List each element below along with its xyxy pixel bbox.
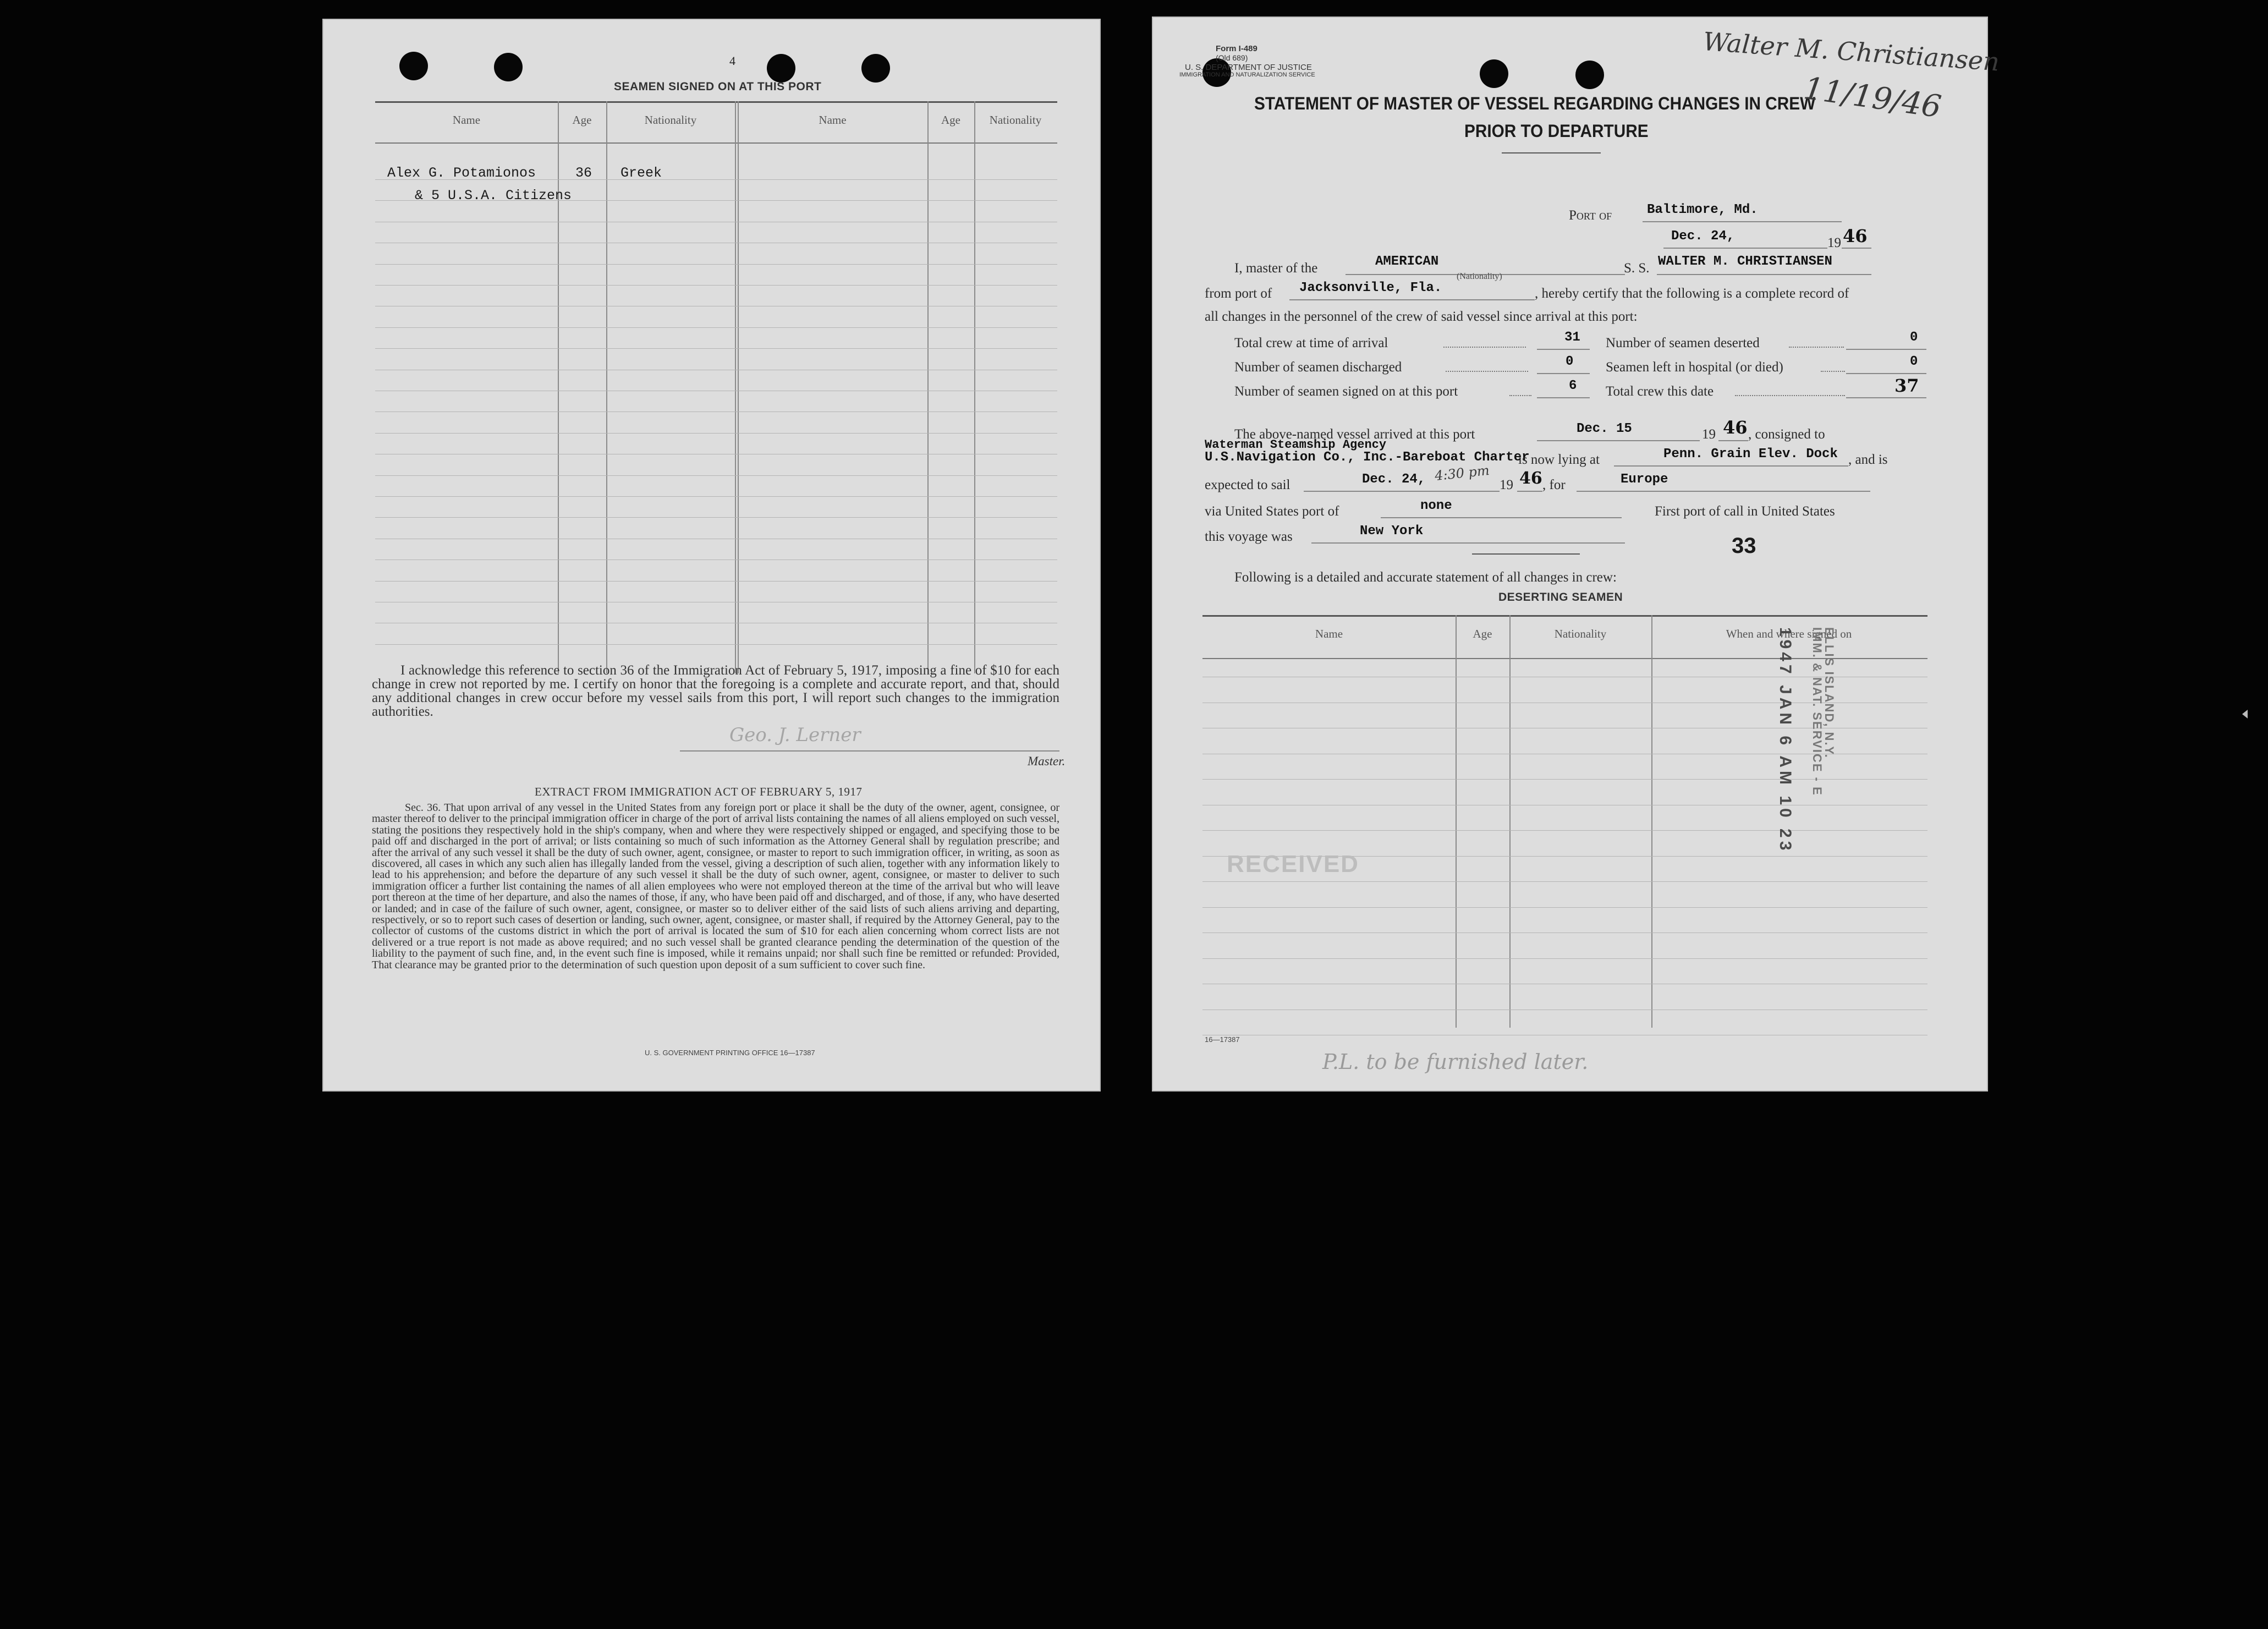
- total-crew-arrival-label: Total crew at time of arrival: [1234, 336, 1388, 350]
- first-port-label: First port of call in United States: [1655, 504, 1835, 519]
- punch-hole: [861, 54, 890, 83]
- this-voyage-label: this voyage was: [1205, 529, 1293, 544]
- table-rule: [375, 475, 1057, 476]
- lying-at-label: is now lying at: [1518, 452, 1600, 467]
- signed-on-label: Number of seamen signed on at this port: [1234, 384, 1458, 399]
- col-nationality-2: Nationality: [989, 113, 1042, 127]
- total-crew-today: 37: [1894, 375, 1919, 396]
- scan-artifact: [2242, 710, 2248, 718]
- department: U. S. DEPARTMENT OF JUSTICE: [1185, 63, 1312, 72]
- table-rule: [375, 433, 1057, 434]
- form-old: (Old 689): [1216, 53, 1248, 62]
- seaman-name: & 5 U.S.A. Citizens: [415, 188, 572, 204]
- table-rule: [375, 496, 1057, 497]
- table-rule: [1202, 907, 1927, 908]
- charter-value: U.S.Navigation Co., Inc.-Bareboat Charter: [1205, 450, 1530, 465]
- col-name: Name: [1315, 627, 1343, 640]
- via-port-value: none: [1420, 498, 1452, 513]
- first-port-value: New York: [1360, 524, 1424, 539]
- extract-title: EXTRACT FROM IMMIGRATION ACT OF FEBRUARY 5, 1917: [535, 785, 863, 798]
- arrived-year: 46: [1723, 417, 1748, 438]
- vessel-name: WALTER M. CHRISTIANSEN: [1658, 254, 1832, 269]
- seaman-name: Alex G. Potamionos: [387, 165, 536, 181]
- port-value: Baltimore, Md.: [1647, 202, 1758, 217]
- via-label: via United States port of: [1205, 504, 1339, 519]
- expected-sail-label: expected to sail: [1205, 478, 1290, 492]
- hospital-label: Seamen left in hospital (or died): [1606, 360, 1783, 375]
- port-label: Port of: [1569, 208, 1612, 223]
- sail-year: 46: [1519, 469, 1542, 488]
- following-text: Following is a detailed and accurate statement of all changes in crew:: [1234, 570, 1617, 585]
- arrived-text: The above-named vessel arrived at this port: [1234, 427, 1475, 442]
- certify-text: , hereby certify that the following is a complete record of: [1535, 286, 1849, 301]
- hospital-value: 0: [1910, 354, 1918, 369]
- col-age: Age: [1473, 627, 1492, 640]
- agency-value: Waterman Steamship Agency: [1205, 438, 1387, 452]
- discharged-label: Number of seamen discharged: [1234, 360, 1402, 375]
- dock-value: Penn. Grain Elev. Dock: [1663, 447, 1838, 462]
- date-stamp-line3: ELLIS ISLAND, N.Y.: [1822, 627, 1836, 759]
- table-rule: [375, 327, 1057, 328]
- col-name: Name: [452, 113, 481, 127]
- form-subtitle: PRIOR TO DEPARTURE: [1464, 121, 1649, 141]
- page-number: 4: [729, 54, 735, 68]
- handwritten-date: 11/19/46: [1801, 70, 1944, 125]
- form-number: 16—17387: [1205, 1035, 1240, 1044]
- service: IMMIGRATION AND NATURALIZATION SERVICE: [1179, 72, 1315, 78]
- table-rule: [375, 644, 1057, 645]
- date-value: Dec. 24,: [1671, 229, 1735, 244]
- punch-hole: [399, 52, 428, 80]
- from-port-value: Jacksonville, Fla.: [1299, 281, 1442, 295]
- ss-label: S. S.: [1624, 261, 1650, 276]
- punch-hole: [1575, 61, 1604, 89]
- deserting-title: DESERTING SEAMEN: [1498, 591, 1623, 604]
- total-crew-today-label: Total crew this date: [1606, 384, 1714, 399]
- table-rule: [1202, 830, 1927, 831]
- right-page: [1152, 17, 2001, 1092]
- total-crew-arrival: 31: [1564, 330, 1580, 345]
- col-nationality: Nationality: [644, 113, 697, 127]
- table-rule: [375, 264, 1057, 265]
- date-stamp-line2: IMM. & NAT. SERVICE - E: [1810, 627, 1824, 796]
- seaman-age: 36: [575, 165, 592, 181]
- all-changes-text: all changes in the personnel of the crew of said vessel since arrival at this port:: [1205, 309, 1638, 324]
- punch-hole: [767, 54, 795, 83]
- table-rule: [1202, 881, 1927, 882]
- table-rule: [375, 285, 1057, 286]
- sail-date: Dec. 24,: [1362, 472, 1426, 487]
- nationality-caption: (Nationality): [1457, 272, 1502, 281]
- arrived-date: Dec. 15: [1577, 421, 1632, 436]
- year-value: 46: [1843, 226, 1868, 246]
- table-rule: [375, 348, 1057, 349]
- section-title: SEAMEN SIGNED ON AT THIS PORT: [614, 80, 822, 93]
- form-id: Form I-489: [1216, 44, 1257, 53]
- sail-time: 4:30 pm: [1434, 462, 1490, 484]
- col-nationality: Nationality: [1554, 627, 1607, 640]
- master-of-label: I, master of the: [1234, 261, 1318, 276]
- col-name-2: Name: [819, 113, 847, 127]
- date-stamp-line1: 1947 JAN 6 AM 10 23: [1776, 627, 1794, 854]
- discharged-value: 0: [1566, 354, 1574, 369]
- deserted-label: Number of seamen deserted: [1606, 336, 1760, 350]
- left-page: [322, 19, 1101, 1092]
- year-prefix: 19: [1827, 235, 1841, 250]
- sail-year-prefix: 19: [1500, 478, 1513, 492]
- from-port-label: from port of: [1205, 286, 1272, 301]
- acknowledgment-text: I acknowledge this reference to section 36 of the Immigration Act of February 5, 1917, imposing a fine of $10 for each change in crew not reported by me. I certify on honor that the foregoing is a complete and accurate report, and that, should any additional changes in crew occur before my vessel sails from this port, I will report such changes to the immigration authorities.: [372, 663, 1059, 719]
- destination-value: Europe: [1621, 472, 1668, 487]
- col-age: Age: [572, 113, 592, 127]
- form-title: STATEMENT OF MASTER OF VESSEL REGARDING CHANGES IN CREW: [1254, 94, 1816, 113]
- table-rule: [375, 517, 1057, 518]
- arrived-year-prefix: 19: [1702, 427, 1716, 442]
- printer-line: U. S. GOVERNMENT PRINTING OFFICE 16—17387: [645, 1049, 815, 1057]
- extract-text: Sec. 36. That upon arrival of any vessel in the United States from any foreign port or place it shall be the duty of the owner, agent, consignee, or master thereof to deliver to the principal immigration officer in charge of the port of arrival lists containing the names of all aliens employed on such vessel, stating the positions they respectively hold in the ship's company, when and where they were respectively shipped or engaged, and specifying those to be paid off and discharged in the port of arrival; or lists containing so much of such information as the Attorney General shall by regulation prescribe; and after the arrival of any such vessel it shall be the duty of such owner, agent, consignee, or master to report to such immigration officer, in writing, as soon as discovered, all cases in which any such alien has illegally landed from the vessel, giving a description of such alien, together with any information likely to lead to his apprehension; and before the departure of any such vessel it shall be the duty of such owner, agent, consignee, or master to deliver to such immigration officer a further list containing the names of all alien employees who were not employed thereon at the time of the arrival but who will leave port thereon at the time of her departure, and also the names of those, if any, who have been paid off and discharged, and of those, if any, who have deserted or landed; and in case of the failure of such owner, agent, consignee, or master so to deliver either of the said lists of such aliens arriving and departing, respectively, or so to report such cases of desertion or landing, such owner, agent, consignee, or master shall, if required by the Attorney General, pay to the collector of customs of the customs district in which the port of arrival is located the sum of $10 for each alien concerning whom correct lists are not delivered or a true report is not made as above required; and no such vessel shall be granted clearance pending the determination of the question of the liability to the payment of such fine, and, in the event such fine is imposed, while it remains unpaid; nor shall such fine be remitted or refunded: Provided, That clearance may be granted prior to the determination of such question upon deposit of a sum sufficient to cover such fine.: [372, 802, 1059, 971]
- col-when-where: When and where signed on: [1726, 627, 1852, 640]
- signed-on-value: 6: [1569, 379, 1577, 393]
- consigned-to: , consigned to: [1748, 427, 1825, 442]
- seaman-nationality: Greek: [620, 165, 662, 181]
- page-number: 33: [1732, 534, 1756, 558]
- nationality-value: AMERICAN: [1375, 254, 1439, 269]
- received-stamp: RECEIVED: [1227, 851, 1359, 877]
- col-age-2: Age: [941, 113, 960, 127]
- handwritten-signature: Walter M. Christiansen: [1702, 26, 2001, 77]
- table-rule: [375, 581, 1057, 582]
- and-is: , and is: [1848, 452, 1888, 467]
- punch-hole: [494, 53, 523, 81]
- master-label: Master.: [1028, 754, 1066, 768]
- deserted-value: 0: [1910, 330, 1918, 345]
- for-label: , for: [1542, 478, 1566, 492]
- handwritten-note: P.L. to be furnished later.: [1322, 1050, 1589, 1074]
- faint-signature: Geo. J. Lerner: [729, 724, 861, 746]
- punch-hole: [1480, 59, 1508, 88]
- table-rule: [1202, 958, 1927, 959]
